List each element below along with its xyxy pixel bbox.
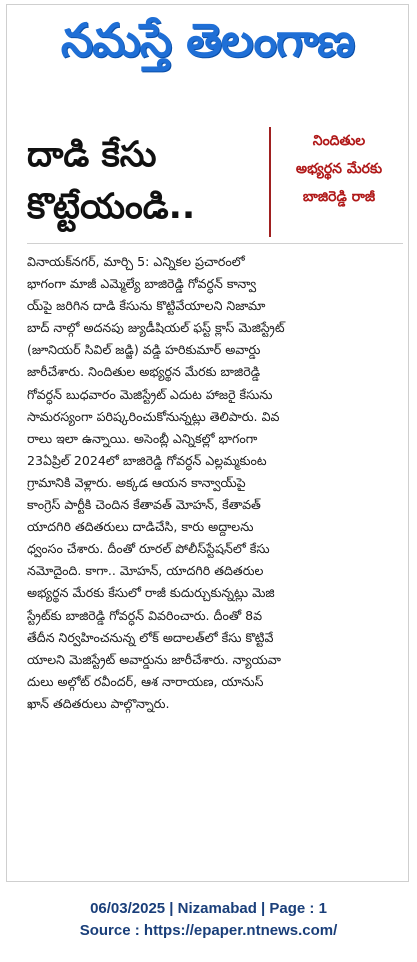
article-line: వినాయక్‌నగర్, మార్చి 5: ఎన్నికల ప్రచారంలో xyxy=(27,254,245,269)
footer-source-url: Source : https://epaper.ntnews.com/ xyxy=(79,922,338,939)
article-line: 23ఏప్రిల్ 2024లో బాజిరెడ్డి గోవర్ధన్ ఎల్లమ్మకుంట xyxy=(27,452,267,468)
article-line: సామరస్యంగా పరిష్కరించుకోనున్నట్లు తెలిపారు. వివ xyxy=(27,408,280,424)
headline xyxy=(27,129,271,249)
article-line: స్ట్రేట్‌కు బాజిరెడ్డి గోవర్ధన్ వివరించారు. దీంతో 8వ xyxy=(27,607,263,623)
article-line: రాలు ఇలా ఉన్నాయి. అసెంబ్లీ ఎన్నికల్లో భాగంగా xyxy=(27,430,258,446)
article-line: బాద్ నాల్గో అదనపు జ్యుడీషియల్ ఫస్ట్ క్లాస్ మెజిస్ట్రేట్ xyxy=(27,320,285,336)
headline-line-2: కొట్టేయండి.. xyxy=(27,187,196,227)
article-line: యాలని మెజిస్ట్రేట్ అవార్డును జారీచేశారు. న్యాయవా xyxy=(27,651,281,667)
footer-date-edition: 06/03/2025 | Nizamabad | Page : 1 xyxy=(90,900,327,917)
article-line: గ్రామానికి వెళ్లారు. అక్కడ ఆయన కాన్వాయ్‌పై xyxy=(27,474,246,490)
article-line: యాదగిరి తదితరులు దాడిచేసి, కారు అద్దాలను xyxy=(27,519,254,535)
article-line: జారీచేశారు. నిందితుల అభ్యర్థన మేరకు బాజిరెడ్డి xyxy=(27,364,261,380)
article-line: గోవర్ధన్ బుధవారం మెజిస్ట్రేట్ ఎదుట హాజరై కేసును xyxy=(27,386,273,402)
article-line: ఖాన్ తదితరులు పాల్గొన్నారు. xyxy=(27,695,170,711)
article-line: కాంగ్రెస్ పార్టీకి చెందిన కేతావత్ మోహన్, కేతావత్ xyxy=(27,497,261,513)
subheadline-line-2: అభ్యర్థన మేరకు xyxy=(295,161,383,177)
article-line: ధ్వంసం చేశారు. దీంతో రూరల్ పోలీస్‌స్టేషన్‌లో కేసు xyxy=(27,541,270,557)
source-footer xyxy=(0,898,417,942)
headline-line-1: దాడి కేసు xyxy=(27,135,157,175)
article-line: అభ్యర్థన మేరకు కేసులో రాజీ కుదుర్చుకున్నట్లు మెజి xyxy=(27,585,275,601)
masthead-title: నమస్తే తెలంగాణ xyxy=(60,13,355,67)
subheadline-line-3: బాజిరెడ్డి రాజీ xyxy=(302,189,376,205)
article-line: (జూనియర్ సివిల్ జడ్జి) వడ్డి హరికుమార్ అవార్డు xyxy=(27,342,261,358)
article-line: భాగంగా మాజీ ఎమ్మెల్యే బాజిరెడ్డి గోవర్ధన్ కాన్వా xyxy=(27,276,257,292)
subheadline-line-1: నిందితుల xyxy=(312,133,366,149)
masthead xyxy=(7,9,408,83)
headline-divider xyxy=(27,243,403,244)
news-clipping xyxy=(6,4,409,882)
article-line: య్‌పై జరిగిన దాడి కేసును కొట్టివేయాలని నిజామా xyxy=(27,298,266,314)
article-body xyxy=(27,251,399,715)
subheadline xyxy=(269,127,399,237)
article-line: నమోదైంది. కాగా.. మోహన్, యాదగిరి తదితరుల xyxy=(27,563,264,579)
article-line: తేదీన నిర్వహించనున్న లోక్ అదాలత్‌లో కేసు కొట్టివే xyxy=(27,629,274,645)
article-line: దులు అల్గోట్ రవీందర్, ఆశ నారాయణ, యానుస్ xyxy=(27,673,264,689)
